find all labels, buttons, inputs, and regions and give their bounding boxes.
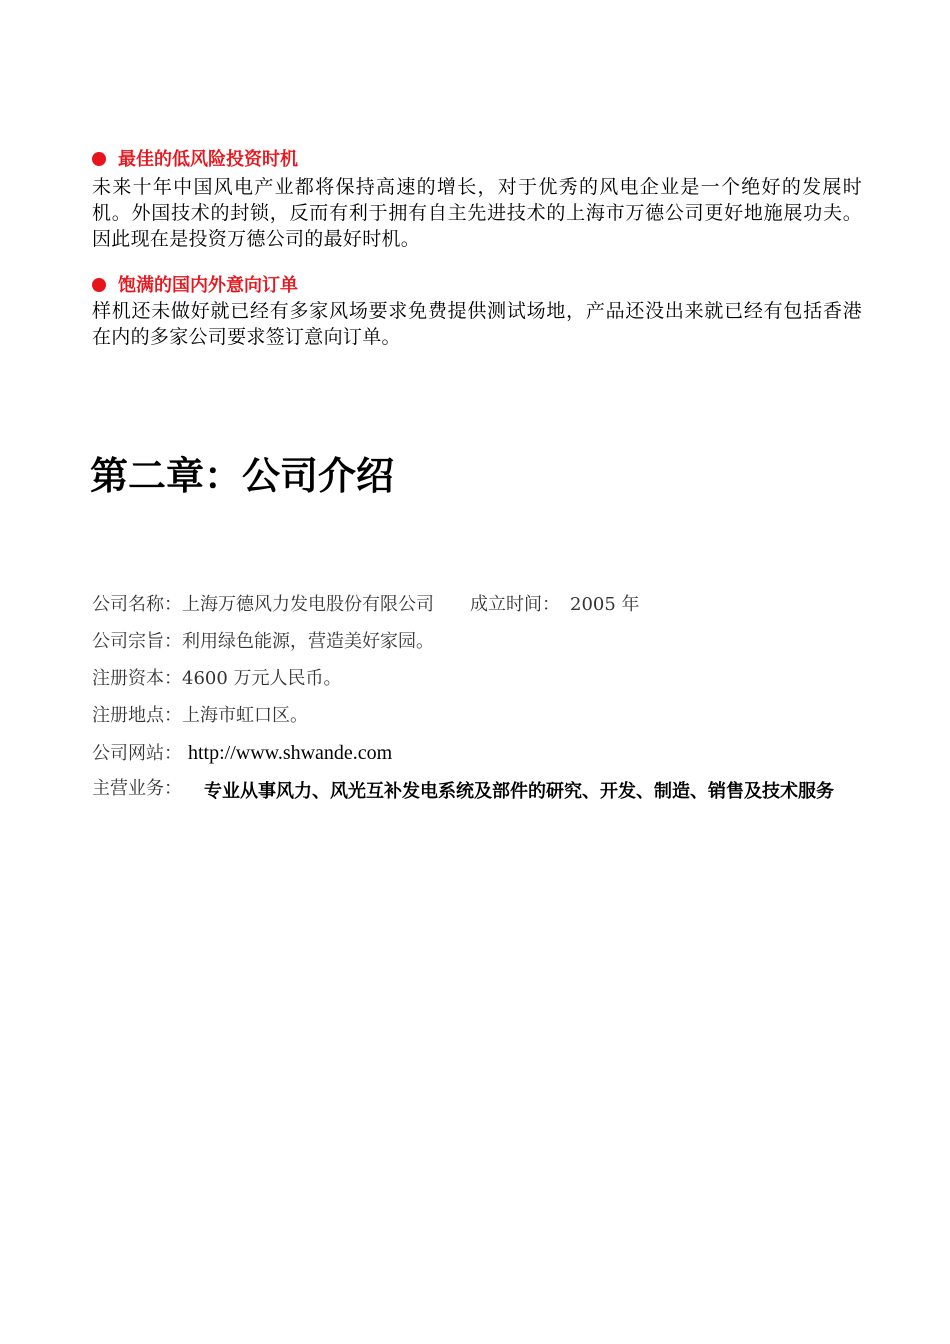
website-link[interactable]: http://www.shwande.com: [188, 742, 393, 764]
founded-value: 2005 年: [570, 594, 640, 615]
advantage-paragraph: 未来十年中国风电产业都将保持高速的增长，对于优秀的风电企业是一个绝好的发展时机。外国技术的封锁，反而有利于拥有自主先进技术的上海市万德公司更好地施展功夫。因此现在是投资万德公司的最好时机。: [92, 176, 862, 250]
company-name-value: 上海万德风力发电股份有限公司: [182, 594, 434, 615]
website-row: [92, 738, 392, 769]
address-label: 注册地点：: [92, 705, 182, 726]
business-row: [92, 774, 182, 804]
website-label: 公司网站：: [92, 743, 182, 764]
chapter-title: 第二章：公司介绍: [90, 454, 395, 498]
bullet-icon: [92, 278, 106, 292]
advantage-heading-text: 饱满的国内外意向订单: [118, 275, 298, 296]
bullet-icon: [92, 152, 106, 166]
founded-label: 成立时间：: [470, 594, 560, 615]
advantage-heading-text: 最佳的低风险投资时机: [118, 149, 298, 170]
registered-address-row: [92, 701, 308, 731]
business-label: 主营业务：: [92, 778, 182, 799]
advantage-heading: [92, 274, 298, 298]
company-name-label: 公司名称：: [92, 594, 182, 615]
purpose-label: 公司宗旨：: [92, 631, 182, 652]
company-name-row: [92, 590, 640, 620]
registered-capital-row: [92, 664, 342, 694]
purpose-value: 利用绿色能源，营造美好家园。: [182, 631, 434, 652]
address-value: 上海市虹口区。: [182, 705, 308, 726]
business-value: 专业从事风力、风光互补发电系统及部件的研究、开发、制造、销售及技术服务: [204, 781, 834, 802]
company-purpose-row: [92, 627, 434, 657]
advantage-paragraph: 样机还未做好就已经有多家风场要求免费提供测试场地，产品还没出来就已经有包括香港在内的多家公司要求签订意向订单。: [92, 300, 862, 348]
advantage-heading: [92, 148, 298, 172]
capital-label: 注册资本：: [92, 668, 182, 689]
capital-value: 4600 万元人民币。: [182, 668, 342, 689]
